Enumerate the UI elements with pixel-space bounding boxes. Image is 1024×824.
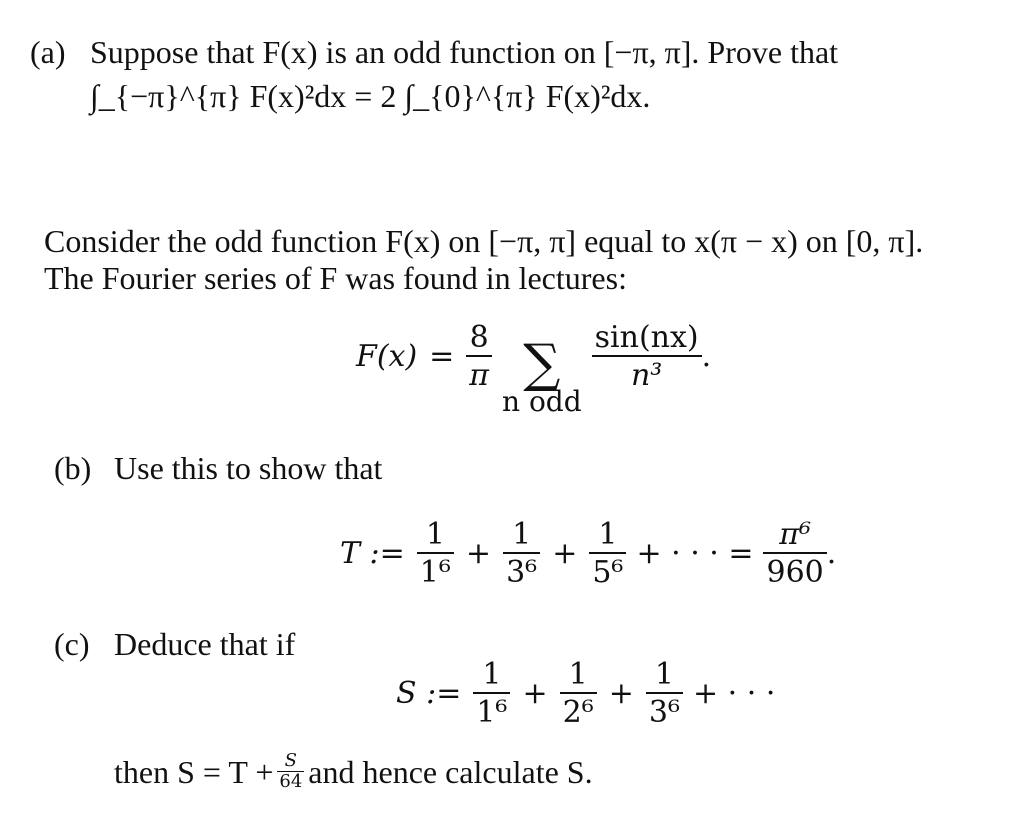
fraction-bar: [417, 552, 454, 554]
term-denominator: n³: [630, 358, 663, 393]
s-term-2: [560, 657, 597, 730]
t-definition-lhs: T :=: [340, 536, 405, 571]
term-denominator: 2⁶: [562, 695, 594, 730]
term-numerator: 1: [654, 657, 674, 692]
part-a-label: (a): [30, 34, 66, 70]
intro-line-2: The Fourier series of F was found in lectures:: [44, 260, 627, 296]
t-result: [763, 517, 826, 590]
fourier-coefficient: [466, 320, 492, 393]
intro-line-1: Consider the odd function F(x) on [−π, π] equal to x(π − x) on [0, π].: [44, 223, 924, 259]
part-c-equation: [396, 657, 776, 730]
fourier-term: [592, 320, 702, 393]
part-b-text: Use this to show that: [114, 450, 383, 486]
conclusion-prefix: then S = T +: [114, 753, 274, 790]
part-c-conclusion: [114, 752, 593, 791]
t-period: .: [826, 536, 837, 571]
conclusion-suffix: and hence calculate S.: [308, 753, 593, 790]
term-denominator: 3⁶: [506, 555, 538, 590]
part-a-statement: Suppose that F(x) is an odd function on [−π, π]. Prove that: [90, 34, 839, 70]
term-denominator: 3⁶: [648, 695, 680, 730]
plus-sign: +: [608, 676, 634, 711]
fraction-bar: [473, 692, 510, 694]
t-term-2: [503, 517, 540, 590]
term-numerator: 1: [598, 517, 618, 552]
term-denominator: 1⁶: [419, 555, 451, 590]
fraction-bar: [503, 552, 540, 554]
sum-index: n odd: [502, 385, 582, 418]
fourier-series-equation: [356, 318, 712, 418]
s-term-3: [646, 657, 683, 730]
s-over-64-fraction: [277, 752, 304, 791]
term-numerator: 1: [512, 517, 532, 552]
result-numerator: π⁶: [779, 517, 811, 552]
s-tail: + · · ·: [693, 676, 776, 711]
term-denominator: 5⁶: [592, 555, 624, 590]
fraction-bar: [589, 552, 626, 554]
plus-sign: +: [522, 676, 548, 711]
fraction-bar: [466, 355, 492, 357]
fourier-period: .: [701, 339, 712, 374]
term-numerator: 1: [425, 517, 445, 552]
s-definition-lhs: S :=: [396, 676, 462, 711]
part-c-label: (c): [54, 626, 90, 662]
result-denominator: 960: [766, 555, 824, 590]
fraction-bar: [763, 552, 826, 554]
s-term-1: [473, 657, 510, 730]
part-c-text: Deduce that if: [114, 626, 296, 662]
fraction-numerator: S: [284, 750, 297, 771]
t-term-3: [589, 517, 626, 590]
part-b-equation: [340, 517, 837, 590]
fraction-denominator: 64: [279, 771, 303, 792]
summation: [502, 334, 582, 418]
fourier-equals: =: [429, 339, 455, 374]
part-b-label: (b): [54, 450, 92, 486]
sigma-symbol: ∑: [523, 334, 561, 394]
fraction-bar: [560, 692, 597, 694]
term-denominator: 1⁶: [476, 695, 508, 730]
coefficient-denominator: π: [469, 358, 490, 393]
plus-sign: +: [552, 536, 578, 571]
t-term-1: [417, 517, 454, 590]
fraction-bar: [592, 355, 702, 357]
coefficient-numerator: 8: [469, 320, 489, 355]
part-a-equation: ∫_{−π}^{π} F(x)²dx = 2 ∫_{0}^{π} F(x)²dx.: [90, 78, 651, 114]
term-numerator: 1: [482, 657, 502, 692]
fourier-lhs: F(x): [356, 339, 418, 374]
t-tail: + · · · =: [636, 536, 754, 571]
fraction-bar: [646, 692, 683, 694]
term-numerator: sin(nx): [594, 320, 699, 355]
term-numerator: 1: [568, 657, 588, 692]
plus-sign: +: [465, 536, 492, 571]
